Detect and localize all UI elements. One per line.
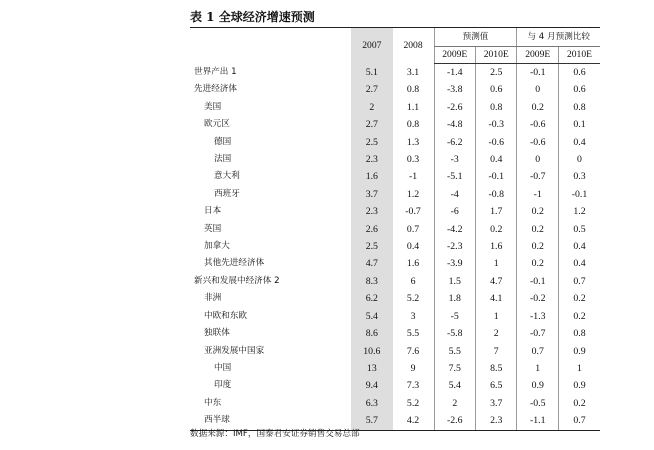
- row-value: 2.6: [351, 221, 392, 238]
- table-row: [190, 186, 600, 203]
- row-value: 1: [476, 308, 517, 325]
- row-value: -0.5: [517, 395, 558, 412]
- row-value: 2.7: [351, 81, 392, 98]
- header-forecast-group: 预测值: [434, 28, 517, 47]
- row-value: -3: [434, 151, 475, 168]
- row-value: 4.1: [476, 290, 517, 307]
- row-value: -4: [434, 186, 475, 203]
- table-container: [190, 27, 600, 431]
- row-value: 5.2: [406, 397, 420, 409]
- row-value: -4.2: [434, 221, 475, 238]
- row-value: 2.5: [351, 134, 392, 151]
- row-value: 0.2: [476, 221, 517, 238]
- row-value: 0.4: [558, 134, 600, 151]
- header-sub-2009e-compare: 2009E: [517, 47, 558, 64]
- row-value: 1: [476, 255, 517, 272]
- row-value: -3.9: [434, 255, 475, 272]
- row-value: 2.3: [351, 151, 392, 168]
- row-value: 10.6: [351, 343, 392, 360]
- row-value: 0.8: [406, 119, 420, 131]
- row-value: 0.2: [517, 255, 558, 272]
- row-value: -1: [408, 171, 418, 183]
- row-value: -1.3: [517, 308, 558, 325]
- row-value: 0: [517, 151, 558, 168]
- table-header: [190, 28, 600, 64]
- table-row: [190, 168, 600, 185]
- row-value: 6.2: [351, 290, 392, 307]
- row-value: 8.3: [351, 273, 392, 290]
- row-value: 0.2: [517, 238, 558, 255]
- row-value: 1: [517, 360, 558, 377]
- row-value: 0.7: [406, 223, 420, 235]
- row-value: 0.1: [558, 116, 600, 133]
- row-value: 5.1: [351, 64, 392, 82]
- row-value: -0.1: [517, 273, 558, 290]
- row-value: 0.3: [406, 154, 420, 166]
- table-row: [190, 360, 600, 377]
- row-value: 9.4: [351, 377, 392, 394]
- row-value: 0.2: [517, 203, 558, 220]
- row-label: 非洲: [204, 293, 222, 304]
- row-value: -4.8: [434, 116, 475, 133]
- row-value: 2: [434, 395, 475, 412]
- row-value: -6: [434, 203, 475, 220]
- row-value: 1.2: [406, 188, 420, 200]
- row-value: 6: [410, 275, 416, 287]
- row-value: 13: [351, 360, 392, 377]
- row-value: 0.8: [558, 99, 600, 116]
- growth-forecast-table: [190, 27, 600, 431]
- table-title: 表 1 全球经济增速预测: [190, 10, 315, 24]
- row-value: 7.6: [406, 345, 420, 357]
- row-value: 0.4: [558, 255, 600, 272]
- row-value: 0.2: [517, 221, 558, 238]
- row-value: -5.8: [434, 325, 475, 342]
- row-value: 0.9: [558, 343, 600, 360]
- row-value: 4.7: [476, 273, 517, 290]
- row-label: 独联体: [204, 328, 230, 339]
- row-value: 5.2: [406, 293, 420, 305]
- row-label: 英国: [204, 223, 222, 234]
- row-value: -5: [434, 308, 475, 325]
- row-label: 中国: [214, 362, 232, 373]
- row-value: 1.2: [558, 203, 600, 220]
- row-value: 3.7: [351, 186, 392, 203]
- row-label: 中东: [204, 397, 222, 408]
- row-value: 0.2: [558, 290, 600, 307]
- row-value: 1.8: [434, 290, 475, 307]
- row-label: 印度: [214, 380, 232, 391]
- row-value: 0.4: [476, 151, 517, 168]
- header-sub-2010e-forecast: 2010E: [476, 47, 517, 64]
- row-value: -0.3: [476, 116, 517, 133]
- row-value: -2.6: [434, 412, 475, 430]
- row-value: -0.1: [476, 168, 517, 185]
- table-row: [190, 325, 600, 342]
- table-row: [190, 377, 600, 394]
- row-value: -0.8: [476, 186, 517, 203]
- row-label: 德国: [214, 136, 232, 147]
- source-note: 数据来源：IMF，国泰君安证券销售交易总部: [190, 429, 360, 439]
- row-value: 0.7: [558, 412, 600, 430]
- row-label: 加拿大: [204, 241, 230, 252]
- row-value: 0.4: [558, 238, 600, 255]
- row-label: 美国: [204, 101, 222, 112]
- row-value: 8.5: [476, 360, 517, 377]
- row-value: -0.1: [558, 186, 600, 203]
- row-value: -0.6: [476, 134, 517, 151]
- row-label: 欧元区: [204, 119, 230, 130]
- row-value: 1.7: [476, 203, 517, 220]
- row-value: 0.3: [558, 168, 600, 185]
- row-value: 1.6: [351, 168, 392, 185]
- row-value: 2.5: [476, 64, 517, 82]
- header-blank: [190, 28, 351, 64]
- row-value: 0.2: [517, 99, 558, 116]
- row-value: 0.8: [558, 325, 600, 342]
- header-sub-2010e-compare: 2010E: [558, 47, 600, 64]
- row-value: 1.6: [476, 238, 517, 255]
- row-label: 先进经济体: [194, 84, 237, 95]
- row-value: -0.6: [517, 116, 558, 133]
- table-row: [190, 203, 600, 220]
- row-label: 意大利: [214, 171, 240, 182]
- row-value: 1.1: [406, 101, 420, 113]
- row-label: 世界产出 1: [194, 66, 237, 77]
- row-value: 4.2: [393, 412, 434, 430]
- table-row: [190, 221, 600, 238]
- table-row: [190, 273, 600, 290]
- table-row: [190, 290, 600, 307]
- row-value: -6.2: [434, 134, 475, 151]
- row-value: 3.7: [476, 395, 517, 412]
- row-label: 中欧和东欧: [204, 310, 247, 321]
- row-value: 8.6: [351, 325, 392, 342]
- table-row: [190, 81, 600, 98]
- row-value: 6.5: [476, 377, 517, 394]
- row-label: 法国: [214, 154, 232, 165]
- row-value: 0.7: [558, 273, 600, 290]
- row-value: 0.5: [558, 221, 600, 238]
- table-body: [190, 64, 600, 431]
- row-value: -1: [517, 186, 558, 203]
- table-row: [190, 255, 600, 272]
- table-row: [190, 64, 600, 82]
- header-2008: 2008: [393, 28, 434, 64]
- row-value: 0.6: [558, 64, 600, 82]
- row-value: -0.7: [517, 168, 558, 185]
- row-value: 5.5: [434, 343, 475, 360]
- row-value: 0.6: [476, 81, 517, 98]
- row-value: 1.5: [434, 273, 475, 290]
- row-value: -5.1: [434, 168, 475, 185]
- row-value: -0.6: [517, 134, 558, 151]
- row-value: -2.3: [434, 238, 475, 255]
- row-value: 5.4: [351, 308, 392, 325]
- row-value: 2: [476, 325, 517, 342]
- row-value: 0: [517, 81, 558, 98]
- row-value: 0.8: [476, 99, 517, 116]
- row-label: 其他先进经济体: [204, 258, 265, 269]
- row-value: 5.5: [406, 328, 420, 340]
- row-value: 7.5: [434, 360, 475, 377]
- row-value: 9: [410, 362, 416, 374]
- row-value: 5.4: [434, 377, 475, 394]
- row-value: -1.4: [434, 64, 475, 82]
- row-value: 2.3: [351, 203, 392, 220]
- row-value: 4.7: [351, 255, 392, 272]
- row-value: 0.9: [517, 377, 558, 394]
- table-row: [190, 134, 600, 151]
- table-row: [190, 343, 600, 360]
- row-value: 1.3: [406, 136, 420, 148]
- table-row: [190, 395, 600, 412]
- row-value: 2: [351, 99, 392, 116]
- row-value: 2.5: [351, 238, 392, 255]
- row-value: 0.4: [406, 241, 420, 253]
- row-value: 2.7: [351, 116, 392, 133]
- row-value: -2.6: [434, 99, 475, 116]
- row-value: 7.3: [406, 380, 420, 392]
- row-value: -0.7: [405, 206, 421, 218]
- header-sub-2009e-forecast: 2009E: [434, 47, 475, 64]
- row-value: -3.8: [434, 81, 475, 98]
- row-value: 0.7: [517, 343, 558, 360]
- row-value: 0.2: [558, 395, 600, 412]
- row-value: 2.3: [476, 412, 517, 430]
- row-value: 0.9: [558, 377, 600, 394]
- row-value: 7: [476, 343, 517, 360]
- table-row: [190, 116, 600, 133]
- table-row: [190, 151, 600, 168]
- row-value: 0: [558, 151, 600, 168]
- table-row: [190, 238, 600, 255]
- row-label: 日本: [204, 206, 222, 217]
- row-label: 新兴和发展中经济体 2: [194, 275, 280, 286]
- table-row: [190, 99, 600, 116]
- row-label: 亚洲发展中国家: [204, 345, 265, 356]
- row-value: -0.7: [517, 325, 558, 342]
- row-label: 西班牙: [214, 188, 240, 199]
- row-value: 5.7: [351, 412, 392, 430]
- row-value: 6.3: [351, 395, 392, 412]
- header-compare-group: 与 4 月预测比较: [517, 28, 600, 47]
- row-value: -0.2: [517, 290, 558, 307]
- row-value: -1.1: [517, 412, 558, 430]
- row-value: 3: [410, 310, 416, 322]
- row-value: 0.6: [558, 81, 600, 98]
- row-value: 3.1: [406, 66, 420, 78]
- row-value: 0.2: [558, 308, 600, 325]
- row-label: 西半球: [190, 412, 351, 430]
- header-2007: 2007: [351, 28, 392, 64]
- row-value: 0.8: [406, 84, 420, 96]
- table-row: [190, 308, 600, 325]
- row-value: 1.6: [406, 258, 420, 270]
- row-value: 1: [558, 360, 600, 377]
- row-value: -0.1: [517, 64, 558, 82]
